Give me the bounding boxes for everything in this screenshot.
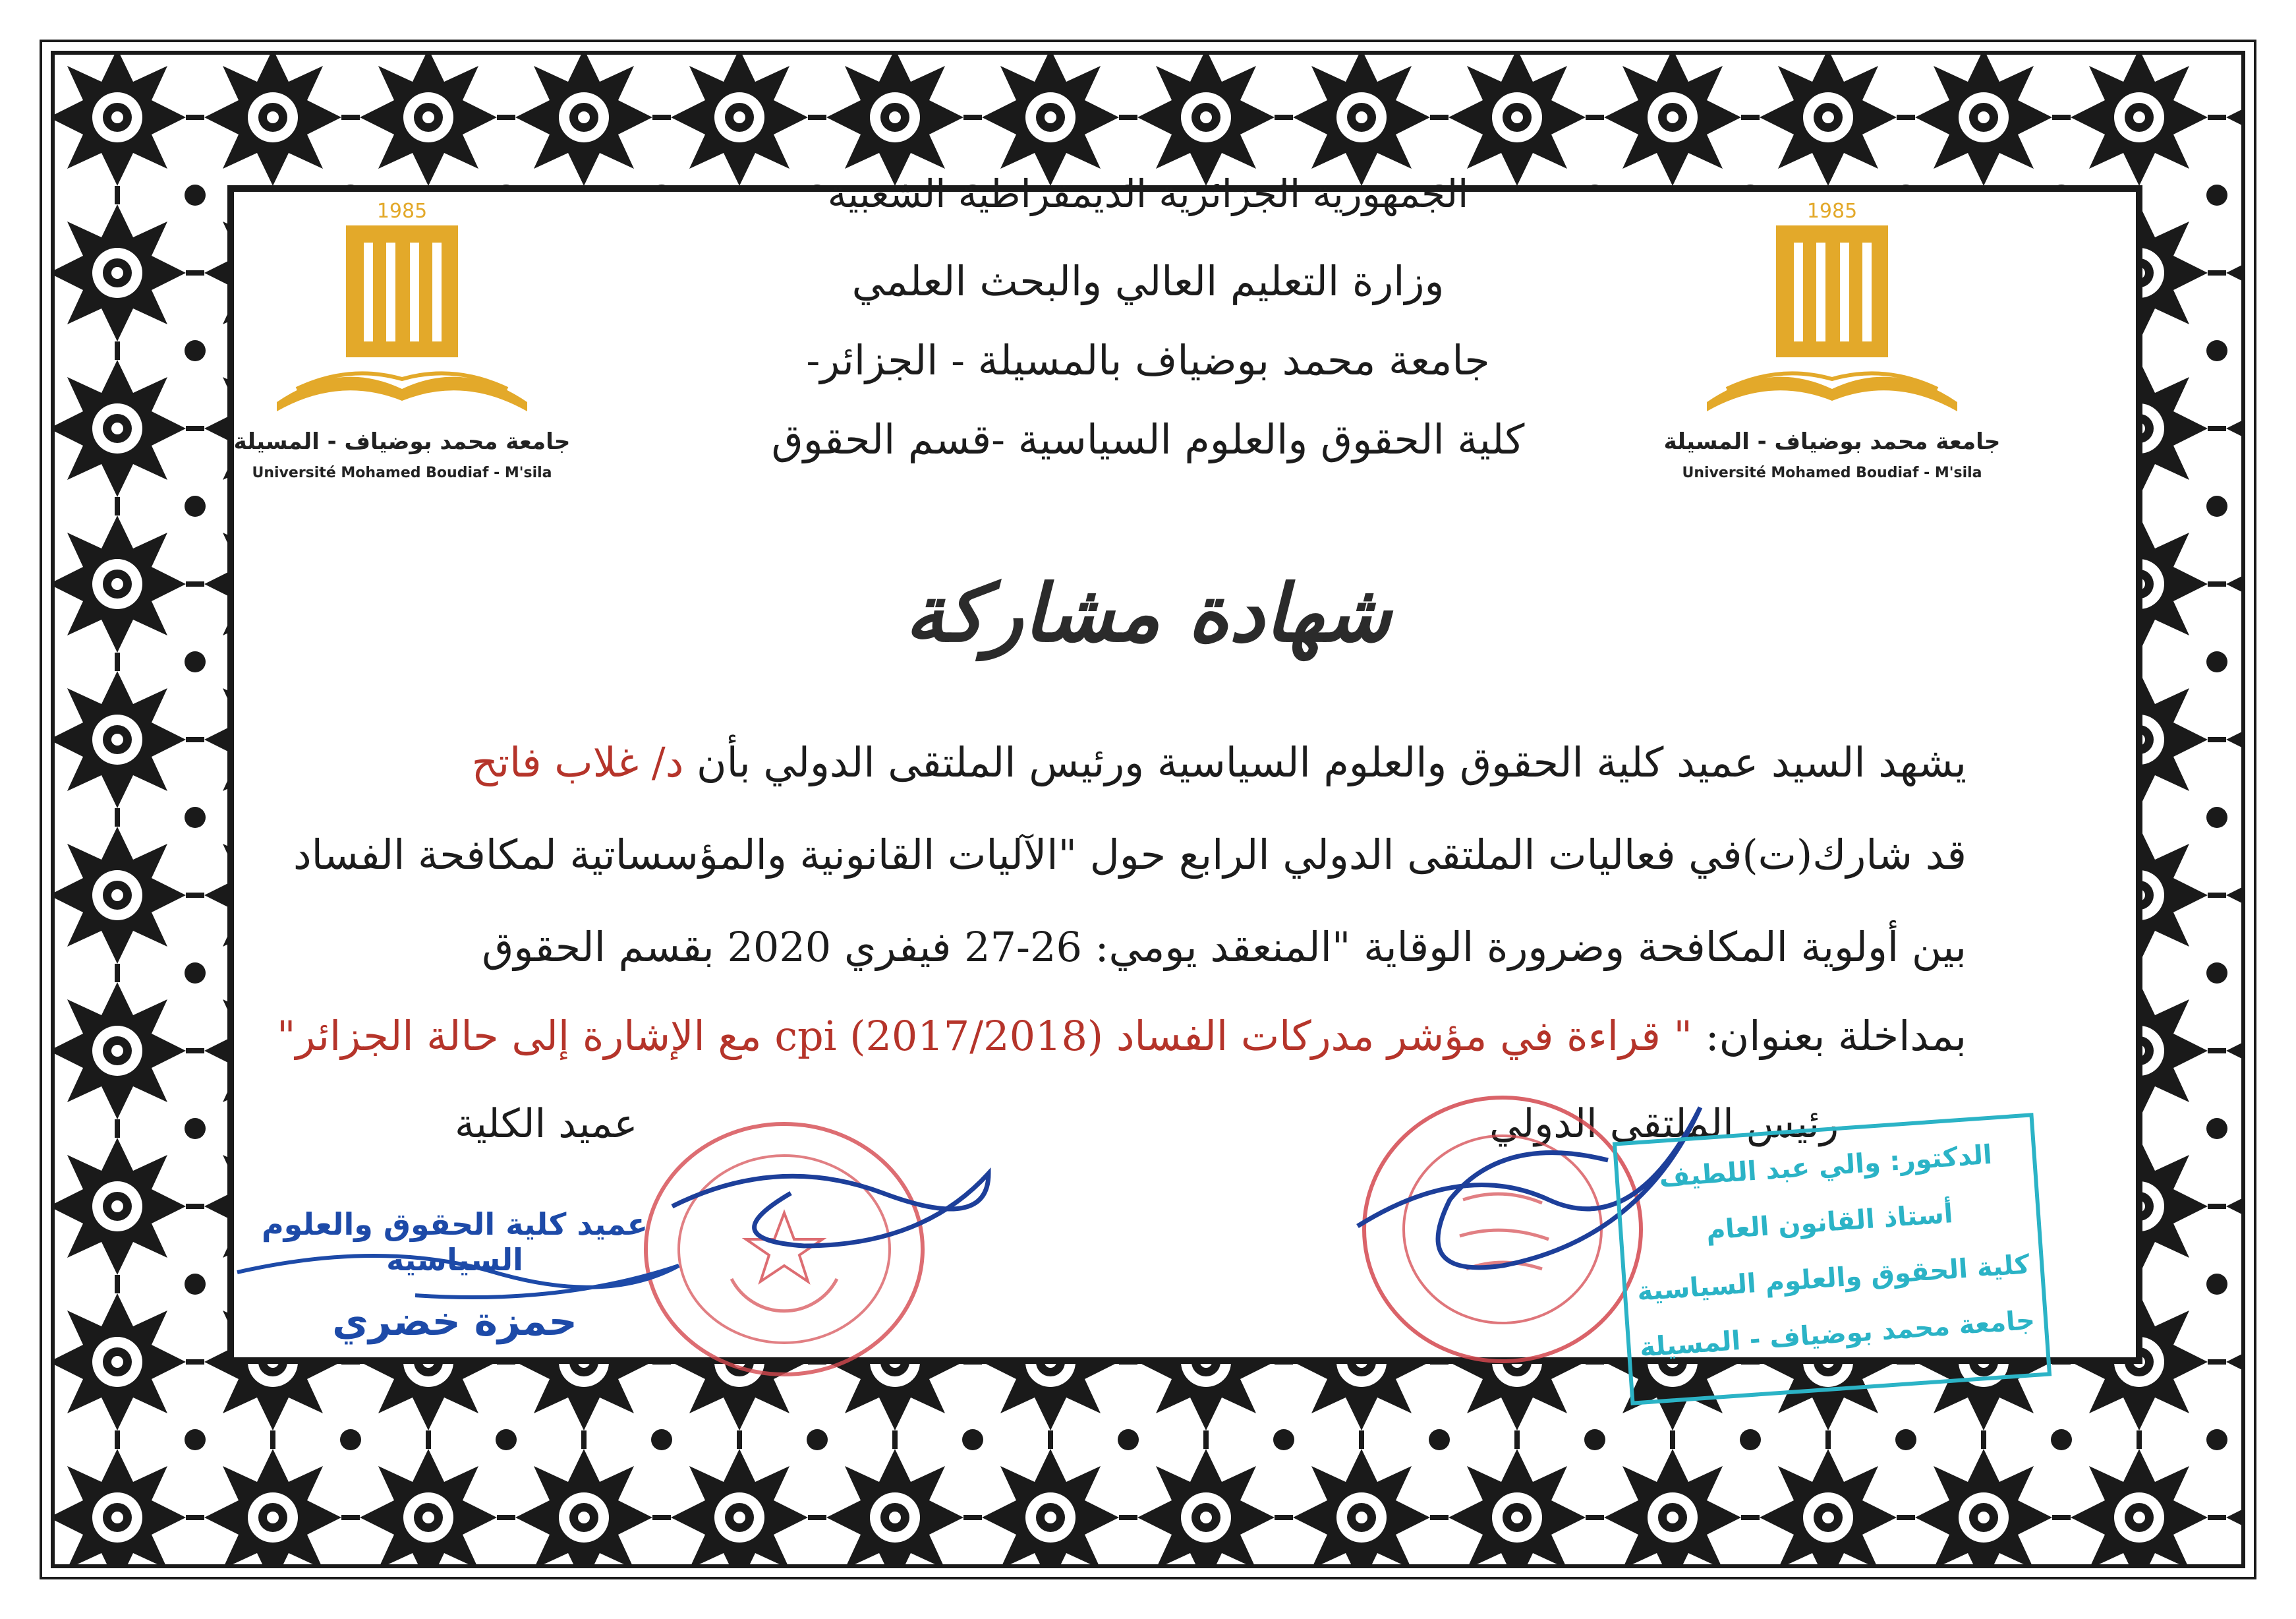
prof-stamp-line-4: جامعة محمد بوضياف - المسيلة xyxy=(1638,1305,2036,1363)
prof-stamp-line-3: كلية الحقوق والعلوم السياسية xyxy=(1636,1249,2031,1307)
participant-name: د/ غلاب فاتح xyxy=(471,738,684,786)
university-emblem-icon xyxy=(217,191,587,428)
dean-stamp-name: حمزة خضري xyxy=(332,1299,577,1345)
attestation-text: يشهد السيد عميد كلية الحقوق والعلوم السياسية ورئيس الملتقى الدولي بأن xyxy=(697,738,1966,786)
dean-stamp xyxy=(217,1200,692,1391)
logo-name-french: Université Mohamed Boudiaf - M'sila xyxy=(252,465,552,481)
chair-label: رئيس الملتقى الدولي xyxy=(1489,1101,1839,1147)
intervention-title: " قراءة في مؤشر مدركات الفساد cpi (2017/2018) مع الإشارة إلى حالة الجزائر" xyxy=(277,1012,1693,1060)
dean-stamp-title: عميد كلية الحقوق والعلوم السياسية xyxy=(261,1206,648,1278)
logo-name-french: Université Mohamed Boudiaf - M'sila xyxy=(1682,465,1982,481)
prof-stamp-line-2: أستاذ القانون العام xyxy=(1705,1198,1954,1247)
logo-year: 1985 xyxy=(376,200,428,223)
header-university: جامعة محمد بوضياف بالمسيلة - الجزائر- xyxy=(806,336,1490,384)
professor-stamp xyxy=(1613,1113,2052,1405)
body-line-1 xyxy=(319,738,1966,786)
university-emblem-icon xyxy=(1648,191,2017,428)
header-republic: الجمهورية الجزائرية الديمقراطية الشعبية xyxy=(827,171,1469,216)
header-faculty: كلية الحقوق والعلوم السياسية -قسم الحقوق xyxy=(771,415,1525,463)
body-line-2: قد شارك(ت)في فعاليات الملتقى الدولي الرابع حول "الآليات القانونية والمؤسساتية لمكافحة الفساد xyxy=(293,831,1966,879)
logo-year: 1985 xyxy=(1806,200,1858,223)
intervention-prefix: بمداخلة بعنوان: xyxy=(1705,1012,1966,1060)
certificate-title: شهادة مشاركة xyxy=(905,567,1391,660)
body-line-3: بين أولوية المكافحة وضرورة الوقاية "المنعقد يومي: 26-27 فيفري 2020 بقسم الحقوق xyxy=(482,923,1966,971)
header-ministry: وزارة التعليم العالي والبحث العلمي xyxy=(851,257,1445,305)
dean-signature-icon xyxy=(659,1147,1002,1266)
logo-name-arabic: جامعة محمد بوضياف - المسيلة xyxy=(233,428,571,455)
dean-label: عميد الكلية xyxy=(455,1101,638,1147)
prof-stamp-line-1: الدكتور: والي عبد اللطيف xyxy=(1658,1139,1994,1193)
logo-name-arabic: جامعة محمد بوضياف - المسيلة xyxy=(1663,428,2001,455)
body-line-4 xyxy=(277,1012,1966,1060)
